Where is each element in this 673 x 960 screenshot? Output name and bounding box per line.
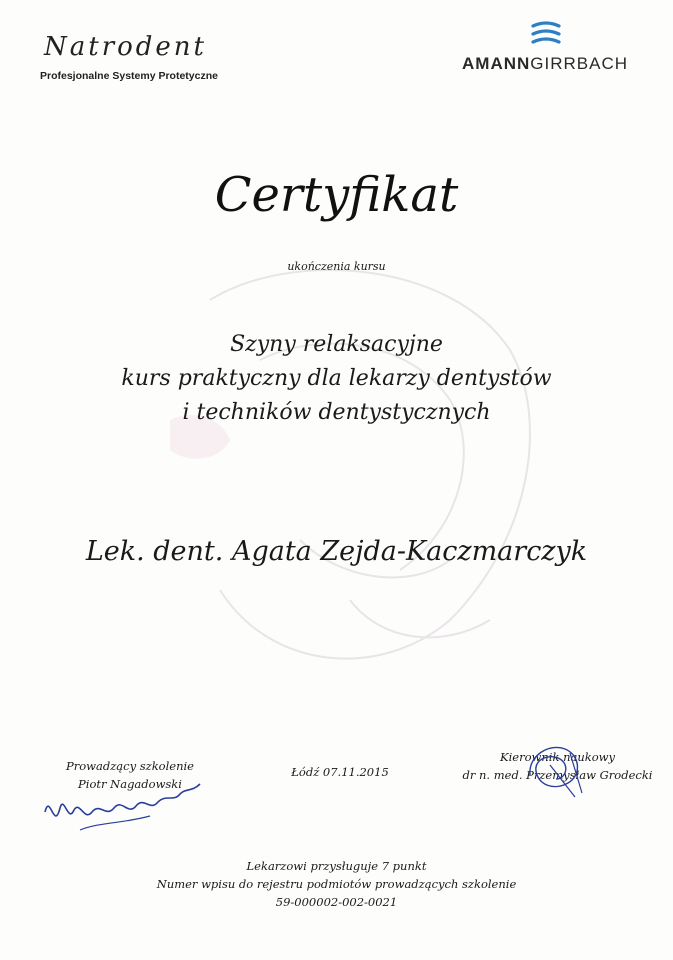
amanngirrbach-wordmark — [462, 54, 628, 74]
amanngirrbach-logo — [462, 20, 632, 80]
instructor-role: Prowadzący szkolenie — [66, 759, 194, 773]
instructor-name: Piotr Nagadowski — [78, 777, 182, 791]
natrodent-logo — [40, 30, 250, 82]
instructor-handwritten-signature — [40, 772, 210, 842]
natrodent-wordmark: Natrodent — [44, 32, 208, 62]
credit-points: Lekarzowi przysługuje 7 punkt — [246, 859, 427, 873]
natrodent-tagline: Profesjonalne Systemy Protetyczne — [40, 70, 218, 82]
director-role: Kierownik naukowy — [500, 750, 615, 764]
amanngirrbach-waves-icon — [531, 20, 561, 48]
certificate-subtitle: ukończenia kursu — [287, 260, 386, 273]
girrbach-text: GIRRBACH — [530, 54, 629, 73]
course-line: kurs praktyczny dla lekarzy dentystów — [121, 366, 552, 391]
registry-label: Numer wpisu do rejestru podmiotów prowadzących szkolenie — [156, 877, 517, 891]
registry-number: 59-000002-002-0021 — [275, 895, 398, 909]
watermark-illustration — [150, 240, 570, 710]
course-title — [0, 328, 673, 430]
recipient-name: Lek. dent. Agata Zejda-Kaczmarczyk — [85, 536, 588, 567]
director-handwritten-signature — [520, 735, 600, 805]
course-line: i techników dentystycznych — [182, 400, 491, 425]
certificate-footer — [0, 857, 673, 911]
certificate-title: Certyfikat — [214, 167, 459, 223]
director-name: dr n. med. Przemysław Grodecki — [462, 768, 653, 782]
amann-text: AMANN — [462, 54, 531, 73]
place-and-date: Łódź 07.11.2015 — [291, 765, 389, 779]
course-line: Szyny relaksacyjne — [230, 332, 443, 357]
